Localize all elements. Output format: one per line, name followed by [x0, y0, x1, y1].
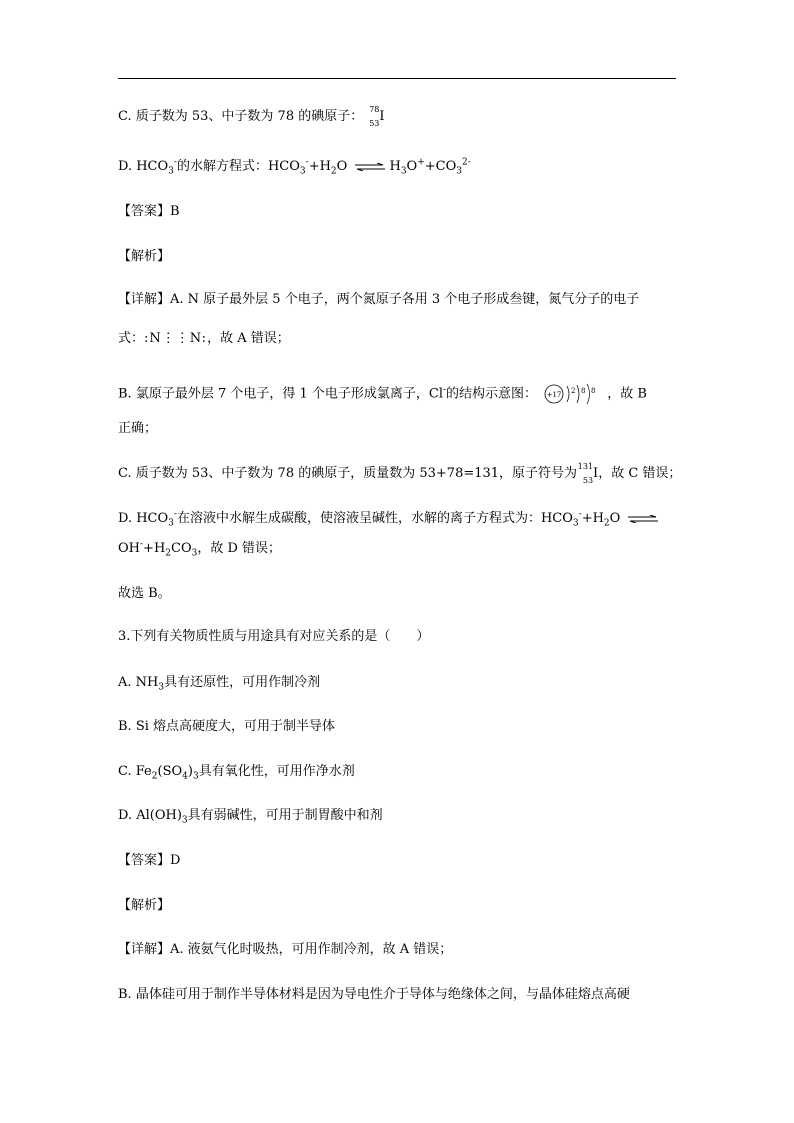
text: ，故 C 错误；: [598, 466, 682, 481]
sub: 3: [168, 518, 174, 529]
detail-d-line-1: [118, 510, 662, 528]
sup: -: [443, 385, 447, 396]
sub: 3: [400, 166, 407, 177]
text: 具有氧化性，可用作净水剂: [198, 764, 355, 779]
iodine-131-nuclide: [577, 461, 594, 485]
detail-d-line-2: [118, 540, 281, 558]
equilibrium-arrow-icon: [355, 163, 385, 171]
sub: 4: [182, 771, 188, 782]
text: +H: [308, 159, 331, 174]
nuclide-atomic: 53: [582, 475, 594, 485]
sub: 3: [456, 166, 462, 177]
q3-option-b: B. Si 熔点高硬度大，可用于制半导体: [118, 719, 336, 734]
shell-3: 8: [591, 387, 596, 395]
sup: -: [173, 509, 177, 520]
sub: 3: [572, 518, 579, 529]
sub: 2: [330, 166, 337, 177]
iodine-nuclide: [367, 104, 380, 128]
n2-electron-formula: :N⋮⋮N:: [144, 331, 208, 346]
text: O: [336, 159, 348, 174]
q3-option-c: [118, 763, 355, 781]
text: 具有还原性，可用作制冷剂: [164, 675, 321, 690]
nucleus-charge: +17: [546, 391, 562, 399]
sub: 3: [168, 166, 174, 177]
text: +H: [581, 511, 604, 526]
sup: +: [417, 157, 425, 168]
sup: -: [140, 539, 144, 550]
choose-b: 故选 B。: [118, 586, 171, 601]
text: 具有弱碱性，可用于制胃酸中和剂: [187, 808, 383, 823]
nuclide-mass: 78: [369, 104, 380, 114]
option-c: [118, 104, 385, 128]
text: OH: [118, 541, 140, 556]
detail2-b: B. 晶体硅可用于制作半导体材料是因为导电性介于导体与绝缘体之间，与晶体硅熔点高硬: [118, 987, 630, 1002]
answer-1: 【答案】B: [118, 204, 180, 219]
detail-a-line-2: [118, 330, 290, 348]
text: 的结构示意图：: [446, 386, 538, 402]
detail-b-line-1: [118, 383, 647, 405]
text: A. NH: [118, 675, 159, 690]
sub: 2: [151, 771, 158, 782]
shell-2: 8: [581, 387, 586, 395]
sub: 3: [158, 682, 165, 693]
text: (SO: [157, 764, 183, 779]
text: ): [187, 764, 193, 779]
detail2-a: 【详解】A. 液氨气化时吸热，可用作制冷剂，故 A 错误；: [118, 942, 453, 957]
text: O: [609, 511, 621, 526]
text: CO: [171, 541, 192, 556]
shell-1: 2: [571, 387, 576, 395]
text: B. 氯原子最外层 7 个电子，得 1 个电子形成氯离子，Cl: [118, 386, 443, 402]
nuclide-symbol: I: [379, 109, 385, 124]
text: O: [406, 159, 418, 174]
nuclide-mass: 131: [577, 461, 594, 471]
text: D. Al(OH): [118, 808, 182, 823]
sub: 2: [165, 548, 172, 559]
text: C. 质子数为 53、中子数为 78 的碘原子，质量数为 53+78=131，原子符号为: [118, 466, 578, 481]
text: D. HCO: [118, 511, 169, 526]
analysis-2: 【解析】: [118, 898, 171, 913]
question-3: 3.下列有关物质性质与用途具有对应关系的是（ ）: [118, 629, 430, 644]
text: 式：: [118, 331, 145, 346]
text: ，故 B: [607, 386, 647, 402]
sup: -: [578, 509, 582, 520]
nuclide-symbol: I: [593, 466, 599, 481]
sub: 3: [191, 548, 198, 559]
sub: 3: [299, 166, 306, 177]
nuclide-atomic: 53: [369, 118, 380, 128]
chloride-ion-structure-diagram: [543, 383, 605, 405]
q3-option-a: [118, 674, 320, 692]
sup: -: [305, 157, 309, 168]
sub: 3: [192, 771, 199, 782]
answer-2: 【答案】D: [118, 853, 181, 868]
detail-b-line-2: 正确；: [118, 421, 158, 436]
text: 在溶液中水解生成碳酸，使溶液呈碱性，水解的离子方程式为：HCO: [176, 511, 573, 526]
text: ，故 D 错误；: [197, 541, 282, 556]
sup: -: [173, 157, 177, 168]
option-c-text: C. 质子数为 53、中子数为 78 的碘原子：: [118, 109, 364, 124]
text: ，故 A 错误；: [207, 331, 290, 346]
text: C. Fe: [118, 764, 152, 779]
equilibrium-arrow-icon: [628, 515, 658, 523]
text: +H: [143, 541, 166, 556]
detail-a-line-1: 【详解】A. N 原子最外层 5 个电子，两个氮原子各用 3 个电子形成叁键，氮气分子的电子: [118, 292, 640, 307]
detail-c: [118, 461, 682, 485]
q3-option-d: [118, 807, 383, 825]
option-d: [118, 158, 471, 176]
text: +CO: [424, 159, 457, 174]
header-rule: [118, 78, 676, 79]
text: D. HCO: [118, 159, 169, 174]
text: 的水解方程式：HCO: [176, 159, 300, 174]
sub: 2: [603, 518, 610, 529]
analysis-1: 【解析】: [118, 249, 171, 264]
text: H: [389, 159, 401, 174]
sub: 3: [181, 815, 188, 826]
sup: 2-: [462, 157, 471, 168]
